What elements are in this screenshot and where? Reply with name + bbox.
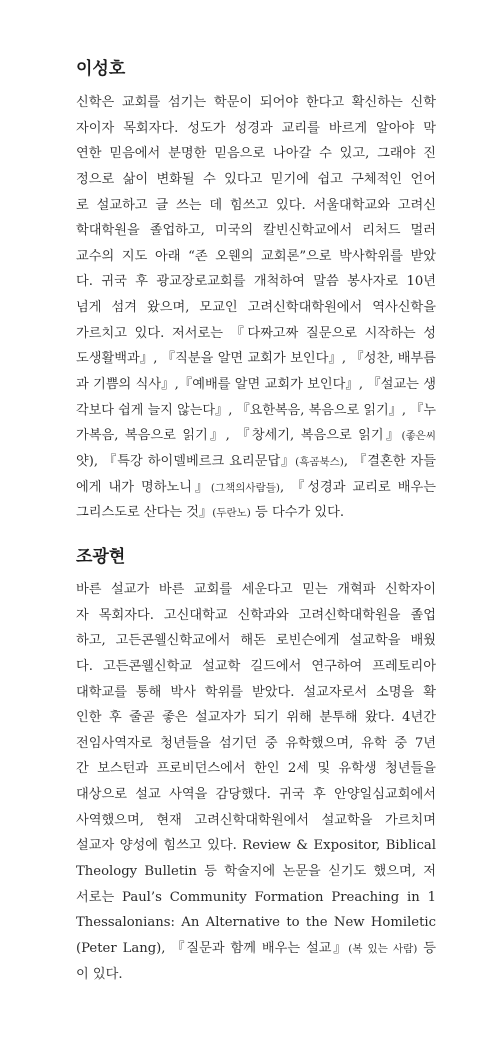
bio-line: 전임사역자로 청년들을 섬기던 중 유학했으며, 유학 중 7년 [76,735,436,751]
bio-line: 인한 후 줄곧 좋은 설교자가 되기 위해 분투해 왔다. 4년간 [76,710,436,726]
bio-line: 설교자 양성에 힘쓰고 있다. Review & Expositor, Biblical [76,838,436,854]
bio-line-with-publisher [76,475,436,501]
author-name: 이성호 [76,59,126,79]
author-bio [76,90,436,526]
bio-text: 그리스도로 산다는 것』 [76,505,213,521]
bio-text: , 『결혼한 자들 [343,453,436,469]
bio-line: 이 있다. [76,966,123,982]
bio-line: 하고, 고든콘웰신학교에서 해돈 로빈슨에게 설교학을 배웠 [76,633,436,649]
bio-line: 넘게 섬겨 왔으며, 모교인 고려신학대학원에서 역사신학을 [76,300,436,316]
author-name: 조광현 [76,547,126,567]
bio-line: 대상으로 설교 사역을 감당했다. 귀국 후 안양일심교회에서 [76,787,436,803]
bio-line: Thessalonians: An Alternative to the New Homiletic [76,915,436,931]
bio-line: 사역했으며, 현재 고려신학대학원에서 설교학을 가르치며 [76,812,436,828]
bio-text: 등 다수가 있다. [250,505,345,521]
bio-line: 도생활백과』, 『직분을 알면 교회가 보인다』, 『성찬, 배부름 [76,351,436,367]
bio-line: 과 기쁨의 식사』,『예배를 알면 교회가 보인다』, 『설교는 생 [76,377,436,393]
author-bio [76,577,436,987]
bio-text: 얏), 『특강 하이델베르크 요리문답』 [76,453,296,469]
publisher-name: (그책의사람들) [210,481,280,494]
publisher-name: (두란노) [212,507,251,520]
bio-line-with-publisher [76,500,436,526]
bio-line: Theology Bulletin 등 학술지에 논문을 싣기도 했으며, 저 [76,864,436,880]
publisher-name: (복 있는 사람) [348,942,418,955]
bio-line: 신학은 교회를 섬기는 학문이 되어야 한다고 확신하는 신학 [76,95,436,110]
bio-line: 로 설교하고 글 쓰는 데 힘쓰고 있다. 서울대학교와 고려신 [76,197,436,213]
bio-text: 등 [417,940,436,956]
bio-text: , 『성경과 교리로 배우는 [279,479,436,495]
bio-text: 에게 내가 명하노니』 [76,479,211,495]
bio-line: 대학교를 통해 박사 학위를 받았다. 설교자로서 소명을 확 [76,684,436,700]
bio-line: 서로는 Paul’s Community Formation Preaching in 1 [76,889,436,905]
bio-line: 연한 믿음에서 분명한 믿음으로 나아갈 수 있고, 그래야 진 [76,146,436,162]
bio-line: 간 보스턴과 프로비던스에서 한인 2세 및 유학생 청년들을 [76,761,436,777]
bio-line-with-publisher [76,449,436,475]
publisher-name: (좋은씨 [401,430,436,443]
publisher-name: (흑곰북스) [295,455,344,468]
bio-line: 정으로 삶이 변화될 수 있다고 믿기에 쉽고 구체적인 언어 [76,171,436,187]
bio-line: 각보다 쉽게 늘지 않는다』, 『요한복음, 복음으로 읽기』, 『누 [76,402,436,418]
bio-line: 교수의 지도 아래 “존 오웬의 교회론”으로 박사학위를 받았 [76,248,436,264]
bio-line: 자이자 목회자다. 성도가 성경과 교리를 바르게 알아야 막 [76,120,436,136]
bio-line: 바른 설교가 바른 교회를 세운다고 믿는 개혁파 신학자이 [76,582,436,597]
bio-text: (Peter Lang), 『질문과 함께 배우는 설교』 [76,940,349,956]
bio-line: 자 목회자다. 고신대학교 신학과와 고려신학대학원을 졸업 [76,607,436,623]
bio-line: 다. 고든콘웰신학교 설교학 길드에서 연구하여 프레토리아 [76,658,436,674]
bio-text: 가복음, 복음으로 읽기』, 『창세기, 복음으로 읽기』 [76,428,402,444]
bio-line-with-publisher [76,423,436,449]
bio-line: 다. 귀국 후 광교장로교회를 개척하여 말씀 봉사자로 10년 [76,274,436,290]
bio-line-with-publisher [76,936,436,962]
bio-line: 가르치고 있다. 저서로는 『다짜고짜 질문으로 시작하는 성 [76,325,436,341]
bio-line: 학대학원을 졸업하고, 미국의 칼빈신학교에서 리처드 멀러 [76,223,436,239]
